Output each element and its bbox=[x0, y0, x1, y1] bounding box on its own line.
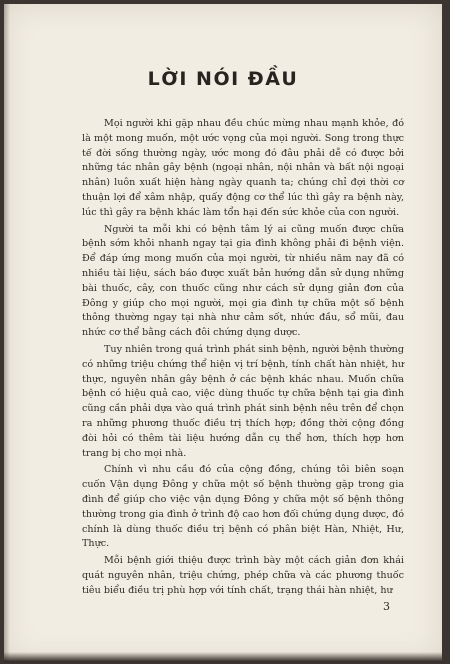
paragraph: Mọi người khi gặp nhau đều chúc mừng nhau mạnh khỏe, đó là một mong muốn, một ước vọng của mọi người. Song trong thực tế đời sống thường ngày, ước mong đó đâu phải dễ có được bởi những tác nhân gây bệnh (ngoại nhân, nội nhân và bất nội ngoại nhân) luôn xuất hiện hàng ngày quanh ta; chúng chỉ đợi thời cơ thuận lợi để xâm nhập, quấy động cơ thể lúc thì gây ra bệnh này, lúc thì gây ra bệnh khác làm tổn hại đến sức khỏe của con người. bbox=[82, 118, 404, 218]
paragraph: Người ta mỗi khi có bệnh tâm lý ai cũng muốn được chữa bệnh sớm khỏi nhanh ngay tại gia đình không phải đi bệnh viện. Để đáp ứng mong muốn của mọi người, từ nhiều năm nay đã có nhiều tài liệu, sách báo được xuất bản hướng dẫn sử dụng những bài thuốc, cây, con thuốc cũng như cách sử dụng giản đơn của Đông y giúp cho mọi người, mọi gia đình tự chữa một số bệnh thông thường ngay tại nhà như cảm sốt, nhức đầu, sổ mũi, đau nhức cơ thể bằng cách đôi chứng dụng dược. bbox=[82, 223, 404, 339]
scan-shadow-left bbox=[4, 4, 10, 662]
paragraph: Chính vì nhu cầu đó của cộng đồng, chúng tôi biên soạn cuốn Vận dụng Đông y chữa một số bệnh thường gặp trong gia đình để giúp cho việc vận dụng Đông y chữa một số bệnh thông thường trong gia đình ở trình độ cao hơn đối chứng dụng dược, đó chính là dùng thuốc điều trị bệnh có phân biệt Hàn, Nhiệt, Hư, Thực. bbox=[82, 464, 404, 550]
paragraph: Tuy nhiên trong quá trình phát sinh bệnh, người bệnh thường có những triệu chứng thể hiện vị trí bệnh, tính chất hàn nhiệt, hư thực, nguyên nhân gây bệnh ở các bệnh khác nhau. Muốn chữa bệnh có hiệu quả cao, việc dùng thuốc tự chữa bệnh tại gia đình cũng cần phải dựa vào quá trình phát sinh bệnh nêu trên để chọn ra những phương thuốc điều trị thích hợp; đồng thời cộng đồng đòi hỏi có thêm tài liệu hướng dẫn cụ thể hơn, thích hợp hơn trang bị cho mọi nhà. bbox=[82, 343, 404, 459]
page-number: 3 bbox=[383, 600, 390, 613]
body-text bbox=[82, 117, 404, 601]
page-title: LỜI NÓI ĐẦU bbox=[147, 68, 299, 90]
paragraph: Mỗi bệnh giới thiệu được trình bày một cách giản đơn khái quát nguyên nhân, triệu chứng, phép chữa và các phương thuốc tiêu biểu điều trị phù hợp với tính chất, trạng thái hàn nhiệt, hư bbox=[82, 555, 404, 596]
scan-shadow-bottom bbox=[4, 652, 442, 662]
book-page bbox=[4, 4, 442, 662]
